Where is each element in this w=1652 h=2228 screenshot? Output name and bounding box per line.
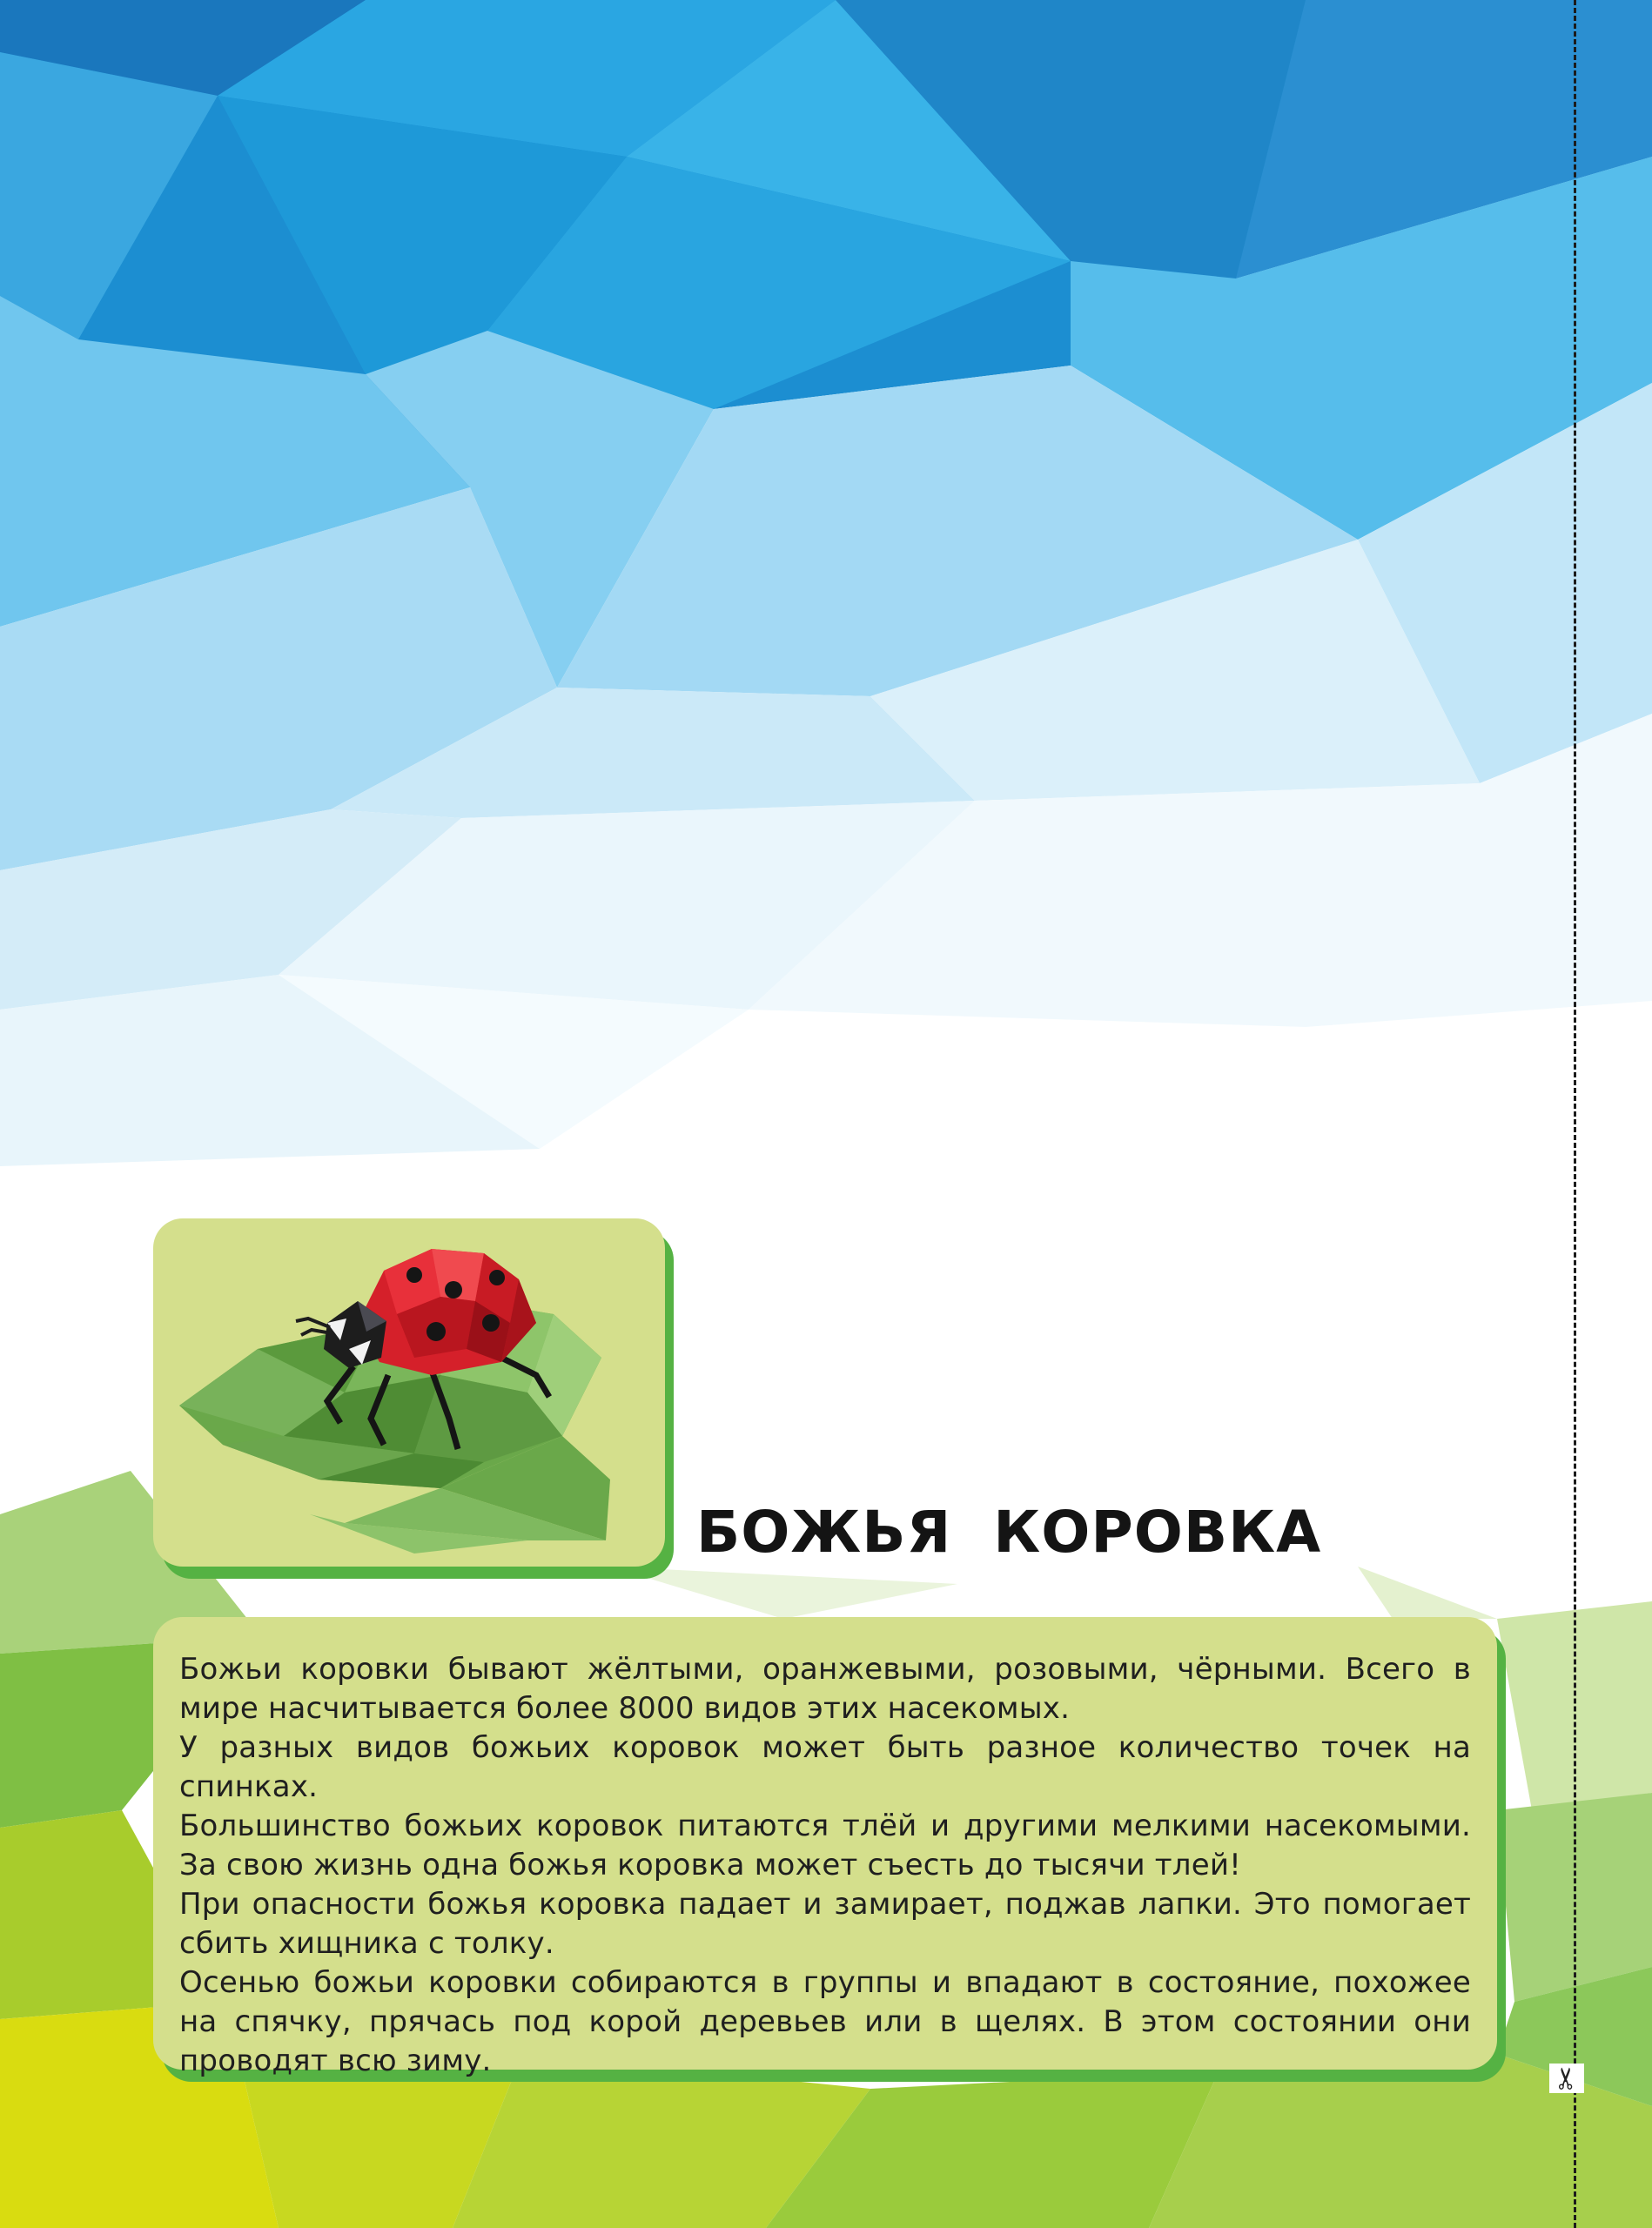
info-paragraph: Божьи коровки бывают жёлтыми, оранжевыми, розовыми, чёрными. Всего в мире насчитывается более 8000 видов этих насекомых. [179,1652,1471,1726]
info-paragraph: У разных видов божьих коровок может быть разное количество точек на спинках. [179,1730,1471,1804]
ladybug-on-leaf-illustration [153,1218,665,1567]
info-card [153,1617,1497,2078]
illustration-card [153,1218,665,1567]
info-paragraph: Большинство божьих коровок питаются тлёй и другими мелкими насекомыми. За свою жизнь одна божья коровка может съесть до тысячи тлей! [179,1809,1471,1882]
info-paragraph: Осенью божьи коровки собираются в группы и впадают в состояние, похожее на спячку, прячась под корой деревьев или в щелях. В этом состоянии они проводят всю зиму. [179,1965,1471,2078]
scissors-icon: ✂ [1549,2064,1584,2093]
cut-line [1574,0,1576,2228]
info-paragraph: При опасности божья коровка падает и замирает, поджав лапки. Это помогает сбить хищника с толку. [179,1887,1471,1961]
page-title: БОЖЬЯ КОРОВКА [696,1499,1322,1566]
